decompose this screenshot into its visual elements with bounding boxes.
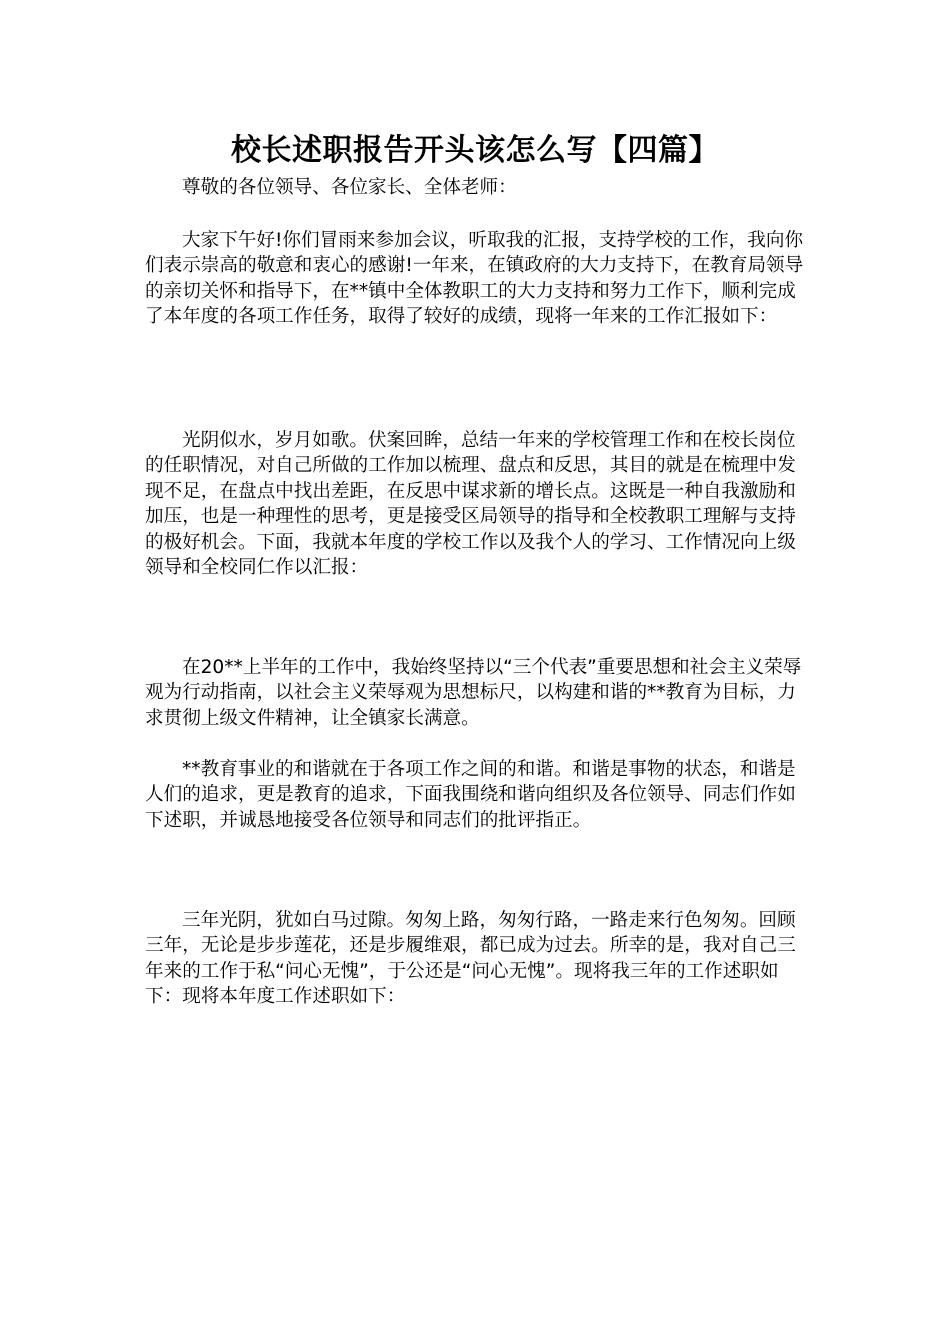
paragraph: 光阴似水，岁月如歌。伏案回眸，总结一年来的学校管理工作和在校长岗位的任职情况，对自己所做的工作加以梳理、盘点和反思，其目的就是在梳理中发现不足，在盘点中找出差距，在反思中谋求新的增长点。这既是一种自我激励和加压，也是一种理性的思考，更是接受区局领导的指导和全校教职工理解与支持的极好机会。下面，我就本年度的学校工作以及我个人的学习、工作情况向上级领导和全校同仁作以汇报：: [145, 430, 796, 579]
document-title: 校长述职报告开头该怎么写【四篇】: [231, 133, 719, 168]
paragraph: 大家下午好!你们冒雨来参加会议，听取我的汇报，支持学校的工作，我向你们表示崇高的敬意和衷心的感谢!一年来，在镇政府的大力支持下，在教育局领导的亲切关怀和指导下，在**镇中全体教职工的大力支持和努力工作下，顺利完成了本年度的各项工作任务，取得了较好的成绩，现将一年来的工作汇报如下：: [145, 230, 804, 328]
paragraph: **教育事业的和谐就在于各项工作之间的和谐。和谐是事物的状态，和谐是人们的追求，更是教育的追求，下面我围绕和谐向组织及各位领导、同志们作如下述职，并诚恳地接受各位领导和同志们的批评指正。: [145, 759, 796, 831]
salutation: 尊敬的各位领导、各位家长、全体老师：: [182, 177, 517, 198]
paragraph: 在20**上半年的工作中，我始终坚持以“三个代表”重要思想和社会主义荣辱观为行动指南，以社会主义荣辱观为思想标尺，以构建和谐的**教育为目标，力求贯彻上级文件精神，让全镇家长满意。: [145, 657, 802, 729]
paragraph: 三年光阴，犹如白马过隙。匆匆上路，匆匆行路，一路走来行色匆匆。回顾三年，无论是步步莲花，还是步履维艰，都已成为过去。所幸的是，我对自己三年来的工作于私“问心无愧”，于公还是“问心无愧”。现将我三年的工作述职如下：现将本年度工作述职如下：: [145, 910, 796, 1008]
